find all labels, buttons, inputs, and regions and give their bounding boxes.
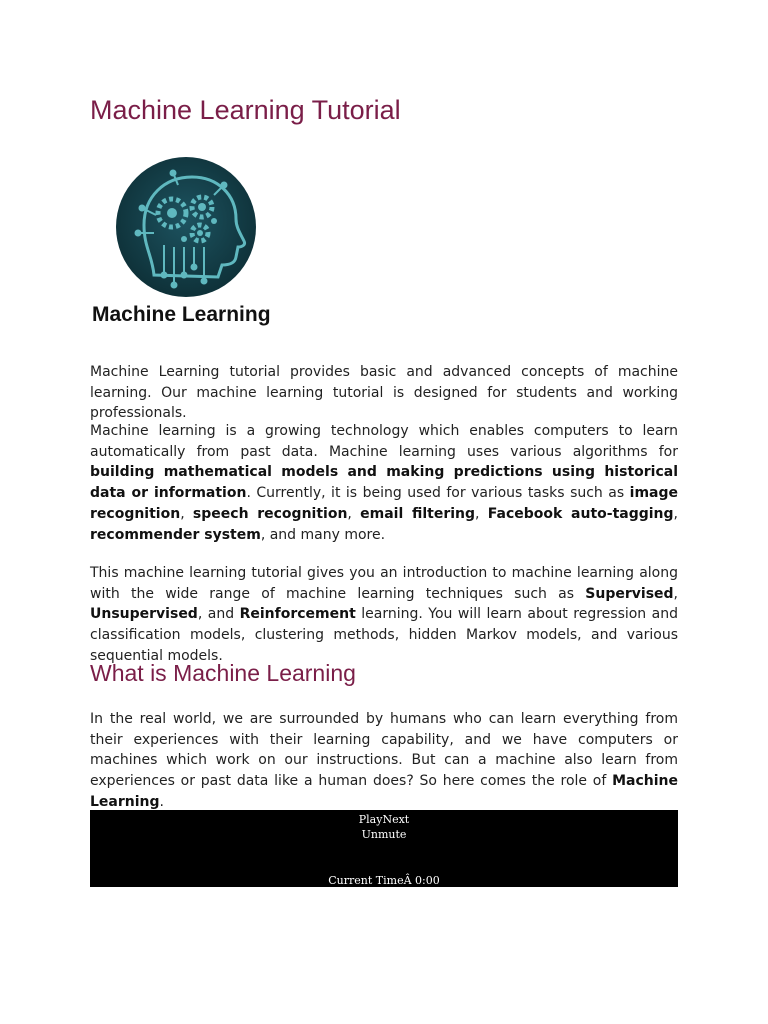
page-title: Machine Learning Tutorial [90,95,401,125]
text-run: This machine learning tutorial gives you an introduction to machine learning along with the wide range of machine learning techniques such as [90,565,678,602]
bold-run: Facebook auto-tagging [487,505,674,522]
text-run: . Currently, it is being used for various tasks such as [246,485,630,502]
bold-run: image recognition [90,485,678,522]
brain-gears-logo-icon [114,155,258,299]
bold-run: speech recognition [192,505,348,522]
bold-run: email filtering [360,505,476,522]
text-run: , and [197,606,240,623]
current-time-display: Current TimeÂ 0:00 [328,874,440,887]
bold-run: Supervised [585,585,674,602]
unmute-button[interactable]: Unmute [361,828,407,841]
text-run: , [673,585,678,602]
text-run: . [159,793,164,810]
bold-run: Machine Learning [90,773,678,810]
intro-paragraph-2 [90,421,678,545]
text-run: , [673,505,678,522]
text-run: In the real world, we are surrounded by humans who can learn everything from their experiences with their learning capability, and we have computers or machines which work on our instructions. But can a machine also learn from experiences or past data like a human does? So here comes the role of [90,711,678,790]
text-run: , [475,505,488,522]
intro-paragraph-3 [90,563,678,667]
section-paragraph [90,709,678,813]
bold-run: recommender system [90,526,261,543]
intro-paragraph-1: Machine Learning tutorial provides basic and advanced concepts of machine learning. Our machine learning tutorial is designed for students and working professionals. [90,364,678,422]
text-run: learning. You will learn about regression and classification models, clustering methods, hidden Markov models, and various sequential models. [90,606,678,664]
logo-caption: Machine Learning [92,303,271,326]
section-heading: What is Machine Learning [90,660,356,686]
play-next-button[interactable]: PlayNext [358,813,410,826]
text-run: Machine learning is a growing technology which enables computers to learn automatically from past data. Machine learning uses various algorithms for [90,423,678,460]
bold-run: Reinforcement [239,606,356,623]
text-run: , [180,505,193,522]
text-run: , [347,505,361,522]
text-run: , and many more. [260,526,386,543]
video-player[interactable] [90,810,678,887]
bold-run: Unsupervised [90,606,198,623]
bold-run: building mathematical models and making predictions using historical data or information [90,464,678,502]
